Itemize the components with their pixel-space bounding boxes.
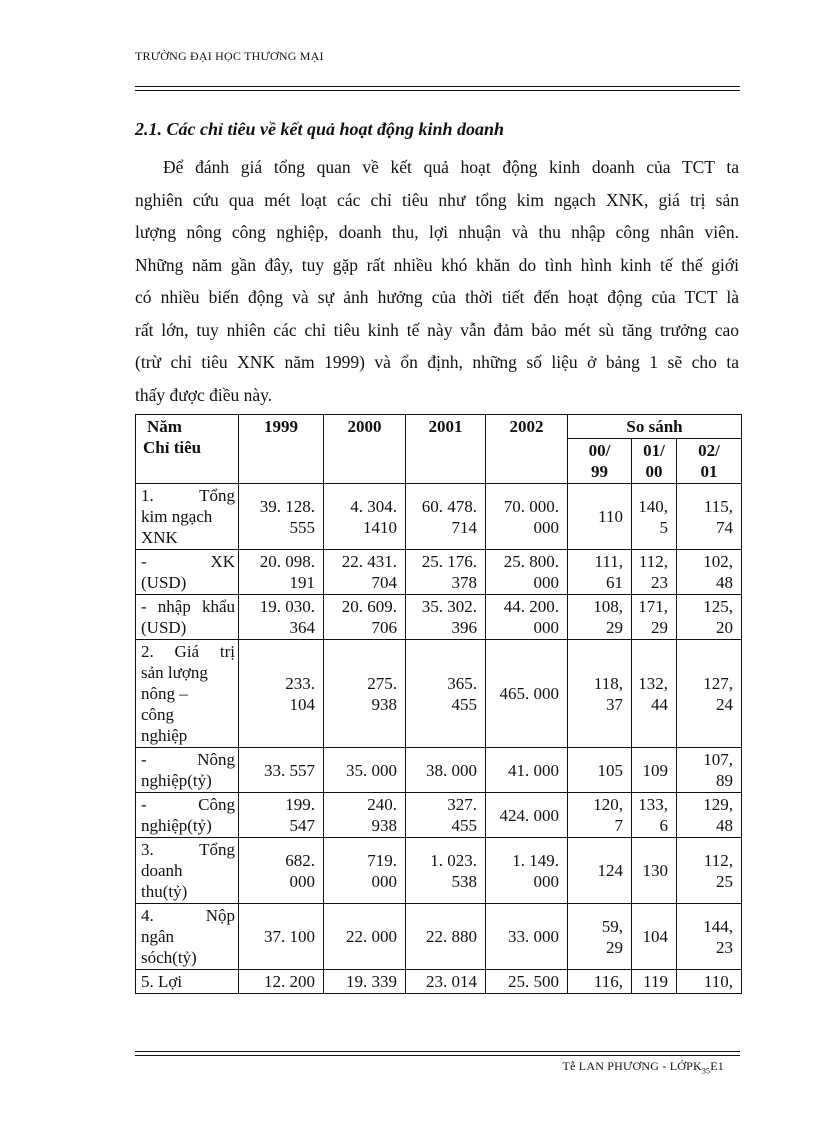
compare-cell: [568, 640, 632, 748]
value-part: 22. 880: [426, 927, 477, 946]
value-part: 4. 304.: [350, 496, 397, 516]
value-part: 000: [533, 618, 559, 637]
header-year-indicator: [136, 415, 239, 484]
compare-cell: [632, 748, 677, 793]
compare-cell: [632, 904, 677, 970]
row-label: [136, 484, 239, 550]
compare-0201-bottom: 01: [700, 462, 718, 481]
paragraph-line: rất lớn, tuy nhiên các chỉ tiêu kinh tế này vẫn đảm bảo mét sù tăng trưởng cao: [135, 319, 739, 340]
value-part: 37. 100: [264, 927, 315, 946]
footer-rule-bottom: [135, 1055, 740, 1056]
value-cell: [406, 748, 486, 793]
header-compare-0099: [568, 439, 632, 484]
row-label-line: thu(tỷ): [141, 882, 188, 901]
header-rule-bottom: [135, 90, 740, 91]
table-header-row: [136, 415, 742, 439]
row-label-line: (USD): [141, 573, 187, 592]
compare-cell: [632, 550, 677, 595]
value-part: 938: [371, 694, 397, 714]
compare-cell: [677, 793, 742, 838]
compare-part: 111,: [594, 552, 623, 571]
value-part: 60. 478.: [421, 496, 477, 516]
compare-part: 109: [642, 760, 668, 780]
compare-part: 110,: [703, 972, 734, 991]
section-title: 2.1. Các chỉ tiêu về kết quả hoạt động kinh doanh: [135, 119, 505, 139]
compare-part: 132,: [638, 673, 668, 693]
value-part: 547: [289, 816, 315, 835]
table-row: [136, 970, 742, 994]
row-label-line: - Công: [141, 795, 235, 814]
value-cell: [406, 484, 486, 550]
value-part: 25. 500: [508, 972, 559, 991]
compare-part: 129,: [703, 795, 734, 814]
value-part: 22. 431.: [341, 552, 397, 571]
compare-part: 29: [606, 937, 623, 957]
value-part: 12. 200: [264, 972, 315, 991]
footer-class-suffix: E1: [710, 1059, 724, 1073]
compare-part: 112,: [638, 552, 668, 571]
compare-part: 5: [659, 517, 668, 537]
value-part: 25. 800.: [503, 552, 559, 571]
value-part: 378: [451, 573, 477, 592]
value-cell: [486, 550, 568, 595]
row-label-line: 2. Giá trị: [141, 642, 235, 661]
value-part: 455: [451, 694, 477, 714]
value-part: 22. 000: [346, 927, 397, 946]
paragraph-line: nghiên cứu qua mét loạt các chỉ tiêu như tổng kim ngạch XNK, giá trị sản: [135, 189, 739, 210]
value-cell: [406, 793, 486, 838]
table-row: [136, 904, 742, 970]
compare-cell: [568, 595, 632, 640]
value-cell: [486, 484, 568, 550]
value-part: 000: [289, 871, 315, 891]
row-label: [136, 838, 239, 904]
value-cell: [486, 640, 568, 748]
value-part: 396: [451, 618, 477, 637]
value-part: 719.: [367, 850, 397, 870]
row-label-line: 3. Tổng: [141, 840, 235, 859]
page-header: TRƯỜNG ĐẠI HỌC THƯƠNG MẠI: [135, 49, 324, 63]
row-label-line: XNK: [141, 528, 178, 547]
compare-part: 23: [651, 573, 668, 592]
compare-cell: [632, 595, 677, 640]
row-label-line: doanh: [141, 861, 183, 880]
footer-rule-top: [135, 1051, 740, 1052]
compare-part: 110: [598, 507, 623, 526]
row-label: [136, 904, 239, 970]
compare-cell: [677, 484, 742, 550]
value-part: 33. 000: [508, 927, 559, 946]
row-label: [136, 793, 239, 838]
table-row: [136, 595, 742, 640]
value-cell: [239, 595, 324, 640]
value-cell: [239, 793, 324, 838]
value-part: 191: [289, 573, 315, 592]
value-part: 1. 149.: [512, 850, 559, 870]
row-label-line: kim ngạch: [141, 507, 213, 526]
value-part: 33. 557: [264, 760, 315, 780]
value-cell: [239, 748, 324, 793]
value-cell: [406, 595, 486, 640]
compare-cell: [677, 748, 742, 793]
value-part: 424. 000: [499, 805, 559, 825]
value-part: 1. 023.: [430, 850, 477, 870]
compare-part: 120,: [593, 795, 623, 814]
compare-part: 20: [716, 618, 734, 637]
compare-part: 59,: [601, 916, 623, 936]
paragraph-line: có nhiều biến động và sự ảnh hưởng của thời tiết đến hoạt động của TCT là: [135, 287, 739, 307]
compare-cell: [677, 550, 742, 595]
value-part: 38. 000: [426, 760, 477, 780]
row-label-line: ngân: [141, 927, 175, 946]
compare-cell: [677, 970, 742, 994]
value-part: 20. 609.: [341, 597, 397, 616]
value-part: 19. 030.: [259, 597, 315, 616]
value-part: 704: [371, 573, 397, 592]
compare-cell: [568, 904, 632, 970]
row-label-line: - XK: [141, 552, 235, 571]
value-part: 706: [371, 618, 397, 637]
compare-part: 102,: [703, 552, 734, 571]
value-cell: [406, 904, 486, 970]
page-footer: [563, 1059, 724, 1075]
value-cell: [239, 838, 324, 904]
value-part: 19. 339: [346, 972, 397, 991]
compare-cell: [568, 748, 632, 793]
footer-class-sub: 35: [701, 1066, 711, 1076]
compare-part: 25: [716, 871, 734, 891]
value-cell: [406, 550, 486, 595]
row-label-line: 5. Lợi: [141, 972, 183, 991]
value-part: 682.: [285, 850, 315, 870]
value-cell: [324, 904, 406, 970]
value-part: 000: [533, 517, 559, 537]
compare-cell: [632, 793, 677, 838]
value-part: 538: [451, 871, 477, 891]
value-cell: [239, 970, 324, 994]
header-year-2001: 2001: [406, 415, 486, 484]
value-part: 35. 000: [346, 760, 397, 780]
compare-cell: [677, 838, 742, 904]
results-table: [135, 414, 742, 994]
row-label-line: sản lượng: [141, 663, 208, 682]
compare-0100-bottom: 00: [645, 462, 663, 481]
row-label-line: - nhập khẩu: [141, 597, 235, 616]
compare-cell: [677, 904, 742, 970]
compare-cell: [677, 595, 742, 640]
compare-part: 124: [597, 861, 623, 880]
compare-part: 24: [716, 694, 734, 714]
value-cell: [406, 838, 486, 904]
compare-part: 119: [643, 972, 668, 991]
value-part: 233.: [285, 673, 315, 693]
value-part: 1410: [363, 517, 397, 537]
header-rule-top: [135, 86, 740, 87]
row-label: [136, 595, 239, 640]
compare-part: 140,: [638, 496, 668, 516]
row-label-line: nghiệp: [141, 726, 188, 745]
header-year-2000: 2000: [324, 415, 406, 484]
compare-cell: [568, 484, 632, 550]
compare-cell: [632, 640, 677, 748]
row-label-line: công: [141, 705, 175, 724]
value-part: 275.: [367, 673, 397, 693]
compare-cell: [568, 550, 632, 595]
footer-author: Tễ LAN PHƯƠNG - LỚPK: [562, 1059, 702, 1073]
compare-part: 104: [642, 927, 668, 946]
value-cell: [486, 838, 568, 904]
value-cell: [239, 550, 324, 595]
compare-0099-top: 00/: [588, 441, 611, 460]
value-part: 70. 000.: [503, 496, 559, 516]
value-cell: [324, 484, 406, 550]
value-cell: [324, 748, 406, 793]
compare-part: 61: [606, 573, 623, 592]
compare-cell: [632, 484, 677, 550]
value-part: 199.: [285, 795, 315, 814]
paragraph-line: (trừ chỉ tiêu XNK năm 1999) và ổn định, những số liệu ở bảng 1 sẽ cho ta: [135, 352, 739, 372]
paragraph-line: lượng nông công nghiệp, doanh thu, lợi nhuận và thu nhập công nhân viên.: [135, 222, 739, 242]
value-part: 25. 176.: [421, 552, 477, 571]
compare-part: 125,: [703, 597, 734, 616]
row-label-line: 4. Nộp: [141, 906, 235, 925]
row-label-line: nghiệp(tỷ): [141, 816, 212, 835]
value-part: 240.: [367, 795, 397, 814]
compare-part: 127,: [703, 673, 734, 693]
compare-cell: [632, 970, 677, 994]
value-part: 44. 200.: [503, 597, 559, 616]
header-year-1999: 1999: [239, 415, 324, 484]
row-label-line: 1. Tổng: [141, 486, 235, 505]
paragraph-line: thấy được điều này.: [135, 384, 273, 405]
header-compare-0100: [632, 439, 677, 484]
value-cell: [239, 904, 324, 970]
body-paragraph: [135, 151, 739, 411]
compare-cell: [632, 838, 677, 904]
value-part: 000: [533, 871, 559, 891]
row-label-line: - Nông: [141, 750, 235, 769]
row-label-line: sóch(tỷ): [141, 948, 197, 967]
compare-part: 108,: [593, 597, 623, 616]
compare-part: 48: [716, 573, 734, 592]
row-label: [136, 640, 239, 748]
paragraph-line: Để đánh giá tổng quan về kết quả hoạt động kinh doanh của TCT ta: [163, 157, 739, 177]
compare-part: 105: [597, 760, 623, 780]
value-part: 555: [289, 517, 315, 537]
value-cell: [324, 793, 406, 838]
compare-part: 6: [659, 816, 668, 835]
compare-cell: [568, 970, 632, 994]
compare-part: 144,: [703, 916, 734, 936]
compare-part: 171,: [638, 597, 668, 616]
value-cell: [486, 793, 568, 838]
compare-cell: [677, 640, 742, 748]
row-label-line: nghiệp(tỷ): [141, 771, 212, 790]
compare-part: 44: [651, 694, 668, 714]
compare-0100-top: 01/: [643, 441, 665, 460]
row-label-line: nông –: [141, 684, 188, 703]
header-compare: So sánh: [568, 415, 742, 439]
header-year-2002: 2002: [486, 415, 568, 484]
row-label: [136, 748, 239, 793]
value-cell: [406, 970, 486, 994]
row-label-line: (USD): [141, 618, 187, 637]
compare-part: 89: [716, 771, 734, 790]
compare-part: 7: [614, 816, 623, 835]
compare-0099-bottom: 99: [591, 462, 608, 481]
value-cell: [324, 550, 406, 595]
compare-part: 115,: [703, 496, 734, 516]
value-cell: [486, 748, 568, 793]
compare-0201-top: 02/: [698, 441, 720, 460]
table-body: [136, 484, 742, 994]
value-part: 41. 000: [508, 760, 559, 780]
value-cell: [324, 640, 406, 748]
value-part: 364: [289, 618, 315, 637]
compare-part: 112,: [703, 850, 734, 870]
value-cell: [486, 904, 568, 970]
header-indicator-label: Chỉ tiêu: [143, 438, 202, 457]
compare-part: 37: [606, 694, 623, 714]
compare-part: 133,: [638, 795, 668, 814]
value-cell: [239, 640, 324, 748]
value-cell: [486, 970, 568, 994]
row-label: [136, 970, 239, 994]
value-cell: [406, 640, 486, 748]
value-part: 20. 098.: [259, 552, 315, 571]
value-part: 465. 000: [499, 684, 559, 703]
header-compare-0201: [677, 439, 742, 484]
compare-part: 107,: [703, 750, 734, 769]
value-part: 23. 014: [426, 972, 477, 991]
compare-part: 74: [716, 517, 734, 537]
value-part: 000: [533, 573, 559, 592]
row-label: [136, 550, 239, 595]
header-year-label: Năm: [147, 417, 182, 436]
table-row: [136, 748, 742, 793]
table-row: [136, 484, 742, 550]
compare-part: 116,: [593, 972, 623, 991]
compare-cell: [568, 793, 632, 838]
value-part: 104: [289, 694, 315, 714]
compare-part: 29: [606, 618, 623, 637]
table-row: [136, 640, 742, 748]
value-part: 714: [451, 517, 477, 537]
value-cell: [324, 970, 406, 994]
value-part: 39. 128.: [259, 496, 315, 516]
compare-cell: [568, 838, 632, 904]
value-part: 327.: [447, 795, 477, 814]
value-part: 365.: [447, 673, 477, 693]
value-part: 000: [371, 871, 397, 891]
value-part: 35. 302.: [421, 597, 477, 616]
compare-part: 48: [716, 816, 734, 835]
table-row: [136, 793, 742, 838]
compare-part: 29: [651, 618, 668, 637]
value-cell: [486, 595, 568, 640]
compare-part: 23: [716, 937, 734, 957]
compare-part: 130: [642, 861, 668, 880]
value-part: 455: [451, 816, 477, 835]
table-row: [136, 550, 742, 595]
value-cell: [324, 595, 406, 640]
value-part: 938: [371, 816, 397, 835]
value-cell: [324, 838, 406, 904]
paragraph-line: Những năm gần đây, tuy gặp rất nhiều khó khăn do tình hình kinh tế thế giới: [135, 254, 739, 275]
table-row: [136, 838, 742, 904]
compare-part: 118,: [593, 673, 623, 693]
value-cell: [239, 484, 324, 550]
